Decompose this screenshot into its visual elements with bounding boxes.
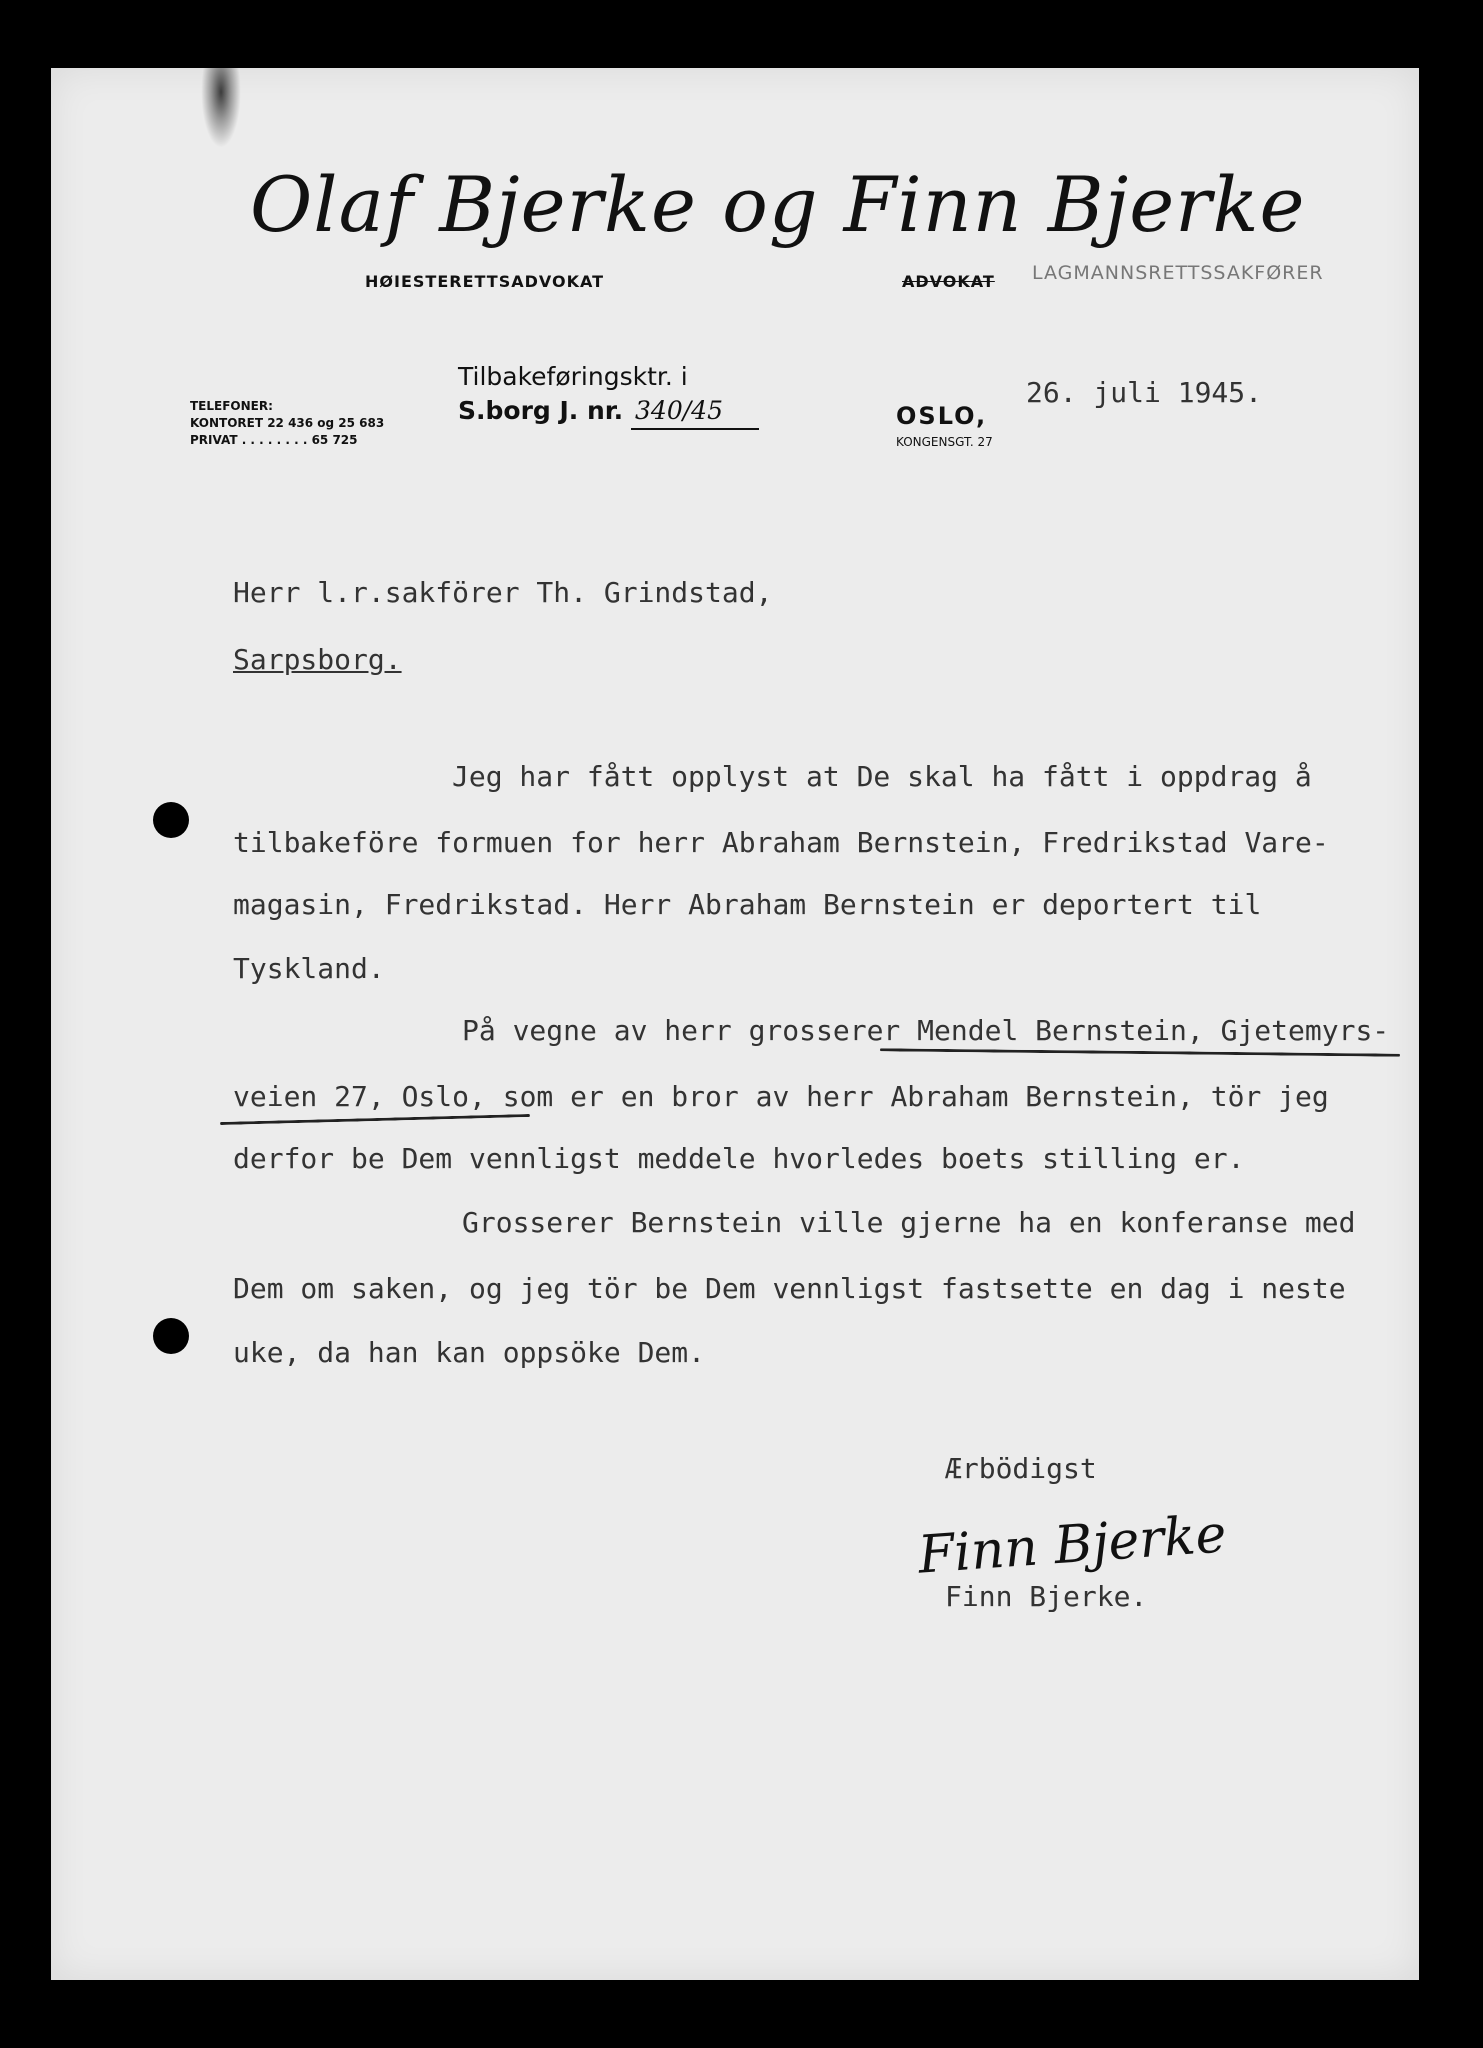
- reference-line2: [458, 394, 759, 430]
- body-line: Jeg har fått opplyst at De skal ha fått i oppdrag å: [452, 760, 1312, 793]
- body-line: derfor be Dem vennligst meddele hvorledes boets stilling er.: [233, 1142, 1245, 1175]
- recipient-name: Herr l.r.sakförer Th. Grindstad,: [233, 576, 773, 609]
- ink-smudge: [201, 68, 241, 148]
- body-line: Tyskland.: [233, 952, 385, 985]
- closing: Ærbödigst: [945, 1452, 1097, 1485]
- body-line: tilbakeföre formuen for herr Abraham Bernstein, Fredrikstad Vare-: [233, 826, 1329, 859]
- body-line: veien 27, Oslo, som er en bror av herr Abraham Bernstein, tör jeg: [233, 1080, 1329, 1113]
- reference-stamp: [458, 360, 759, 430]
- body-line: Dem om saken, og jeg tör be Dem vennligst fastsette en dag i neste: [233, 1272, 1346, 1305]
- body-line: uke, da han kan oppsöke Dem.: [233, 1336, 706, 1369]
- body-line: magasin, Fredrikstad. Herr Abraham Bernstein er deportert til: [233, 888, 1262, 921]
- letterhead-address: KONGENSGT. 27: [896, 435, 993, 449]
- reference-prefix: S.borg J. nr.: [458, 396, 624, 425]
- punch-hole-bottom: [153, 1318, 189, 1354]
- letterhead-title-stamp: LAGMANNSRETTSSAKFØRER: [1032, 262, 1324, 284]
- reference-number: 340/45: [631, 394, 759, 430]
- letter-date: 26. juli 1945.: [1026, 376, 1263, 409]
- phone-private: PRIVAT . . . . . . . . 65 725: [190, 433, 358, 447]
- signer-name: Finn Bjerke.: [945, 1580, 1148, 1613]
- body-line: På vegne av herr grosserer Mendel Bernstein, Gjetemyrs-: [462, 1014, 1390, 1047]
- letterhead-names: Olaf Bjerke og Finn Bjerke: [250, 160, 1306, 249]
- phone-block: [190, 398, 384, 449]
- letterhead-city: OSLO,: [896, 402, 988, 430]
- phone-heading: TELEFONER:: [190, 399, 273, 413]
- letterhead-title-struck: ADVOKAT: [902, 272, 995, 291]
- body-line: Grosserer Bernstein ville gjerne ha en konferanse med: [462, 1206, 1356, 1239]
- reference-line1: Tilbakeføringsktr. i: [458, 362, 688, 391]
- signature: Finn Bjerke: [916, 1504, 1229, 1586]
- phone-office: KONTORET 22 436 og 25 683: [190, 416, 385, 430]
- letterhead-title-left: HØIESTERETTSADVOKAT: [365, 272, 605, 291]
- punch-hole-top: [153, 802, 189, 838]
- recipient-city: Sarpsborg.: [233, 643, 402, 676]
